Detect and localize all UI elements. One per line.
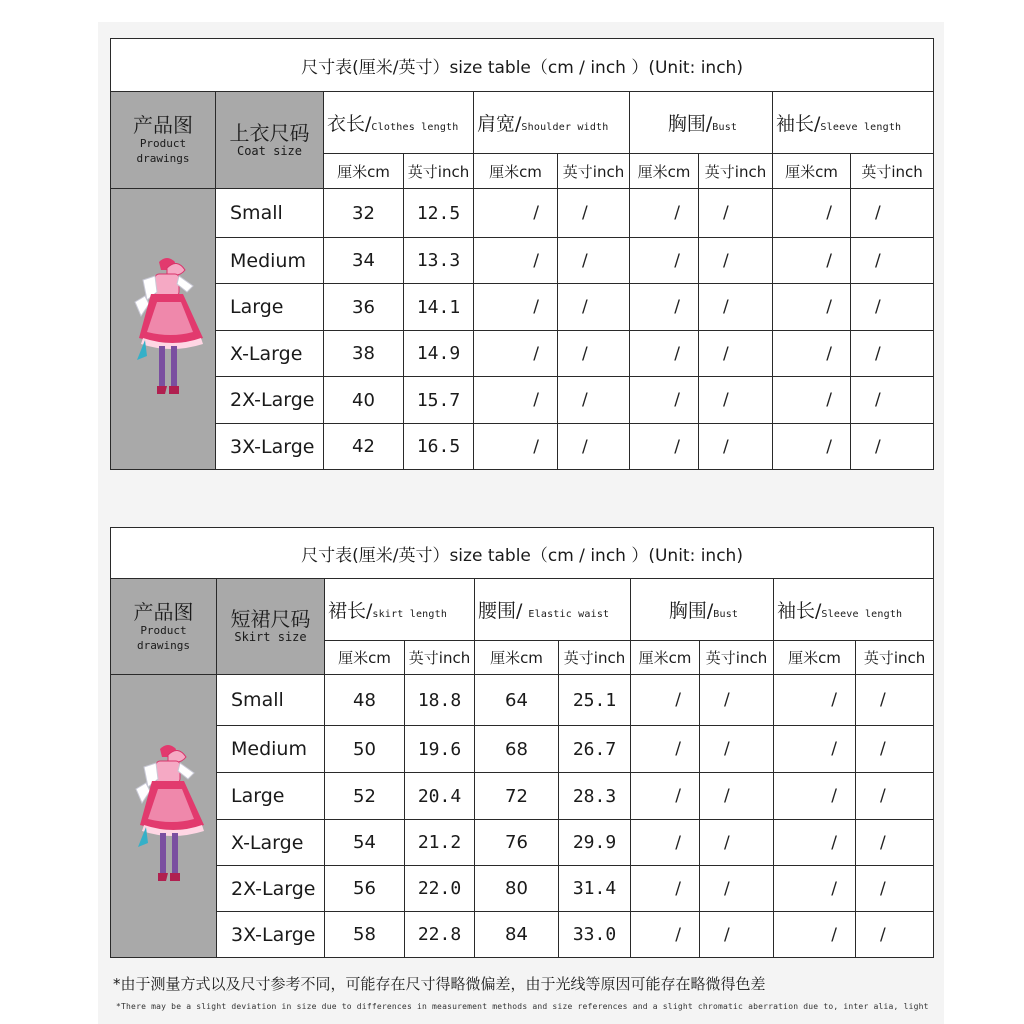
cell-value: / (558, 331, 630, 377)
group-label-cn: 腰围/ (478, 600, 523, 622)
cell-value: / (700, 866, 774, 912)
cell-value: / (856, 773, 934, 820)
cell-value: / (474, 238, 558, 284)
unit-cm: 厘米cm (325, 641, 405, 675)
unit-cm: 厘米cm (475, 641, 559, 675)
cell-value: / (631, 820, 700, 866)
column-group-clothes-length (324, 92, 474, 154)
cell-value: 31.4 (559, 866, 631, 912)
size-name: X-Large (217, 820, 325, 866)
cell-value: / (700, 820, 774, 866)
cell-value: 14.9 (404, 331, 474, 377)
cell-value: 12.5 (404, 189, 474, 238)
cell-value: / (856, 820, 934, 866)
group-label-en: Bust (713, 609, 739, 620)
cell-value: 15.7 (404, 377, 474, 424)
size-name: Large (217, 773, 325, 820)
group-label-cn: 肩宽/ (477, 113, 522, 135)
cell-value: / (558, 424, 630, 470)
cell-value: / (851, 189, 934, 238)
unit-cm: 厘米cm (630, 154, 699, 189)
cell-value: / (774, 820, 856, 866)
unit-inch: 英寸inch (404, 154, 474, 189)
size-name: 3X-Large (216, 424, 324, 470)
cell-value: / (630, 189, 699, 238)
size-label-cn: 短裙尺码 (230, 607, 311, 631)
cell-value: 32 (324, 189, 404, 238)
column-group-sleeve-length (774, 579, 934, 641)
cell-value: 20.4 (405, 773, 475, 820)
group-label-en: Bust (712, 122, 738, 133)
table-row (111, 866, 934, 912)
cell-value: / (558, 189, 630, 238)
cell-value: 40 (324, 377, 404, 424)
cell-value: / (774, 675, 856, 726)
unit-cm: 厘米cm (324, 154, 404, 189)
product-label-en-1: Product (140, 623, 187, 637)
cell-value: / (558, 377, 630, 424)
unit-inch: 英寸inch (405, 641, 475, 675)
cell-value: / (631, 773, 700, 820)
cell-value: 64 (475, 675, 559, 726)
cell-value: / (774, 726, 856, 773)
cell-value: / (773, 424, 851, 470)
product-image-cell (111, 189, 216, 470)
cell-value: 29.9 (559, 820, 631, 866)
cell-value: / (630, 284, 699, 331)
cell-value: / (700, 912, 774, 958)
cell-value: / (474, 284, 558, 331)
skirt-size-table (110, 527, 934, 958)
cell-value: 80 (475, 866, 559, 912)
group-label-en: Sleeve length (821, 609, 903, 620)
cell-value: / (773, 189, 851, 238)
table-row (111, 726, 934, 773)
cell-value: / (856, 866, 934, 912)
cell-value: 50 (325, 726, 405, 773)
unit-inch: 英寸inch (856, 641, 934, 675)
cell-value: 25.1 (559, 675, 631, 726)
cell-value: / (851, 331, 934, 377)
column-group-sleeve-length (773, 92, 934, 154)
table-row (111, 675, 934, 726)
cell-value: / (773, 377, 851, 424)
size-name: Small (217, 675, 325, 726)
cell-value: / (631, 866, 700, 912)
cell-value: 76 (475, 820, 559, 866)
cell-value: / (851, 238, 934, 284)
cell-value: 54 (325, 820, 405, 866)
column-group-skirt-length (325, 579, 475, 641)
cell-value: / (851, 424, 934, 470)
cell-value: / (630, 377, 699, 424)
cell-value: / (699, 284, 773, 331)
cell-value: 19.6 (405, 726, 475, 773)
cell-value: 42 (324, 424, 404, 470)
cell-value: 58 (325, 912, 405, 958)
table-row (111, 912, 934, 958)
cell-value: 13.3 (404, 238, 474, 284)
cell-value: / (699, 238, 773, 284)
cell-value: / (856, 675, 934, 726)
unit-cm: 厘米cm (631, 641, 700, 675)
cell-value: / (474, 331, 558, 377)
cell-value: / (700, 773, 774, 820)
group-label-cn: 裙长/ (328, 600, 373, 622)
size-name: Medium (217, 726, 325, 773)
size-name: Medium (216, 238, 324, 284)
size-name: 2X-Large (216, 377, 324, 424)
cell-value: 21.2 (405, 820, 475, 866)
cell-value: 56 (325, 866, 405, 912)
cell-value: / (851, 377, 934, 424)
cell-value: / (773, 284, 851, 331)
cell-value: 16.5 (404, 424, 474, 470)
group-label-cn: 胸围/ (667, 113, 713, 135)
group-label-en: Shoulder width (521, 122, 609, 133)
cell-value: / (630, 331, 699, 377)
cell-value: / (774, 773, 856, 820)
cell-value: / (773, 331, 851, 377)
cell-value: / (631, 675, 700, 726)
cell-value: 14.1 (404, 284, 474, 331)
cell-value: / (856, 726, 934, 773)
cell-value: / (474, 189, 558, 238)
cell-value: / (700, 726, 774, 773)
group-label-cn: 胸围/ (668, 600, 714, 622)
cell-value: 38 (324, 331, 404, 377)
cell-value: / (630, 424, 699, 470)
table-row (111, 238, 934, 284)
size-name: 2X-Large (217, 866, 325, 912)
unit-inch: 英寸inch (559, 641, 631, 675)
table-row (111, 284, 934, 331)
cell-value: / (699, 331, 773, 377)
cell-value: / (630, 238, 699, 284)
cell-value: / (774, 866, 856, 912)
cell-value: 36 (324, 284, 404, 331)
cell-value: 68 (475, 726, 559, 773)
table-row (111, 189, 934, 238)
cell-value: / (773, 238, 851, 284)
cell-value: / (699, 424, 773, 470)
cell-value: / (558, 238, 630, 284)
unit-inch: 英寸inch (699, 154, 773, 189)
column-group-elastic-waist (475, 579, 631, 641)
product-drawings-header (111, 579, 217, 675)
cell-value: 28.3 (559, 773, 631, 820)
table-row (111, 331, 934, 377)
cell-value: 33.0 (559, 912, 631, 958)
cell-value: 22.8 (405, 912, 475, 958)
cell-value: / (631, 912, 700, 958)
size-label-en: Skirt size (234, 630, 307, 644)
group-label-cn: 袖长/ (777, 600, 822, 622)
cell-value: 72 (475, 773, 559, 820)
cell-value: 52 (325, 773, 405, 820)
group-label-en: Clothes length (371, 122, 459, 133)
cell-value: / (700, 675, 774, 726)
table-title: 尺寸表(厘米/英寸）size table（cm / inch ）(Unit: inch) (111, 39, 934, 92)
size-label-cn: 上衣尺码 (229, 120, 310, 145)
unit-inch: 英寸inch (851, 154, 934, 189)
product-drawings-header (111, 92, 216, 189)
footnote-english: *There may be a slight deviation in size due to differences in measurement methods and size references and a slight chromatic aberration due to, inter alia, light (116, 1002, 929, 1011)
table-row (111, 773, 934, 820)
cell-value: / (699, 377, 773, 424)
product-label-en-2: drawings (137, 638, 190, 652)
group-label-en: Elastic waist (528, 609, 610, 620)
product-label-cn: 产品图 (133, 599, 194, 624)
cell-value: / (699, 189, 773, 238)
column-group-bust (631, 579, 774, 641)
cell-value: 84 (475, 912, 559, 958)
unit-inch: 英寸inch (558, 154, 630, 189)
group-label-cn: 袖长/ (776, 113, 821, 135)
unit-cm: 厘米cm (773, 154, 851, 189)
cell-value: / (856, 912, 934, 958)
unit-cm: 厘米cm (474, 154, 558, 189)
unit-inch: 英寸inch (700, 641, 774, 675)
size-label-en: Coat size (236, 143, 303, 158)
cell-value: / (631, 726, 700, 773)
product-label-en-1: Product (139, 137, 187, 150)
cell-value: / (558, 284, 630, 331)
cell-value: / (474, 424, 558, 470)
group-label-cn: 衣长/ (327, 113, 372, 135)
table-row (111, 820, 934, 866)
size-name: Small (216, 189, 324, 238)
cell-value: 48 (325, 675, 405, 726)
coat-dress-illustration (115, 254, 211, 404)
cell-value: / (774, 912, 856, 958)
cell-value: 26.7 (559, 726, 631, 773)
cell-value: 34 (324, 238, 404, 284)
group-label-en: Sleeve length (820, 122, 902, 133)
column-group-shoulder-width (474, 92, 630, 154)
product-label-en-2: drawings (136, 152, 190, 165)
coat-size-header (216, 92, 324, 189)
cell-value: / (474, 377, 558, 424)
size-name: X-Large (216, 331, 324, 377)
size-name: 3X-Large (217, 912, 325, 958)
skirt-size-header (217, 579, 325, 675)
product-image-cell (111, 675, 217, 958)
column-group-bust (630, 92, 773, 154)
skirt-dress-illustration (116, 741, 212, 891)
table-row (111, 377, 934, 424)
cell-value: 22.0 (405, 866, 475, 912)
group-label-en: skirt length (372, 609, 448, 620)
coat-size-table (110, 38, 934, 470)
cell-value: 18.8 (405, 675, 475, 726)
table-row (111, 424, 934, 470)
table-title: 尺寸表(厘米/英寸）size table（cm / inch ）(Unit: inch) (111, 528, 934, 579)
footnote-chinese: *由于测量方式以及尺寸参考不同，可能存在尺寸得略微偏差，由于光线等原因可能存在略微得色差 (113, 975, 766, 993)
size-name: Large (216, 284, 324, 331)
product-label-cn: 产品图 (133, 113, 193, 137)
unit-cm: 厘米cm (774, 641, 856, 675)
cell-value: / (851, 284, 934, 331)
